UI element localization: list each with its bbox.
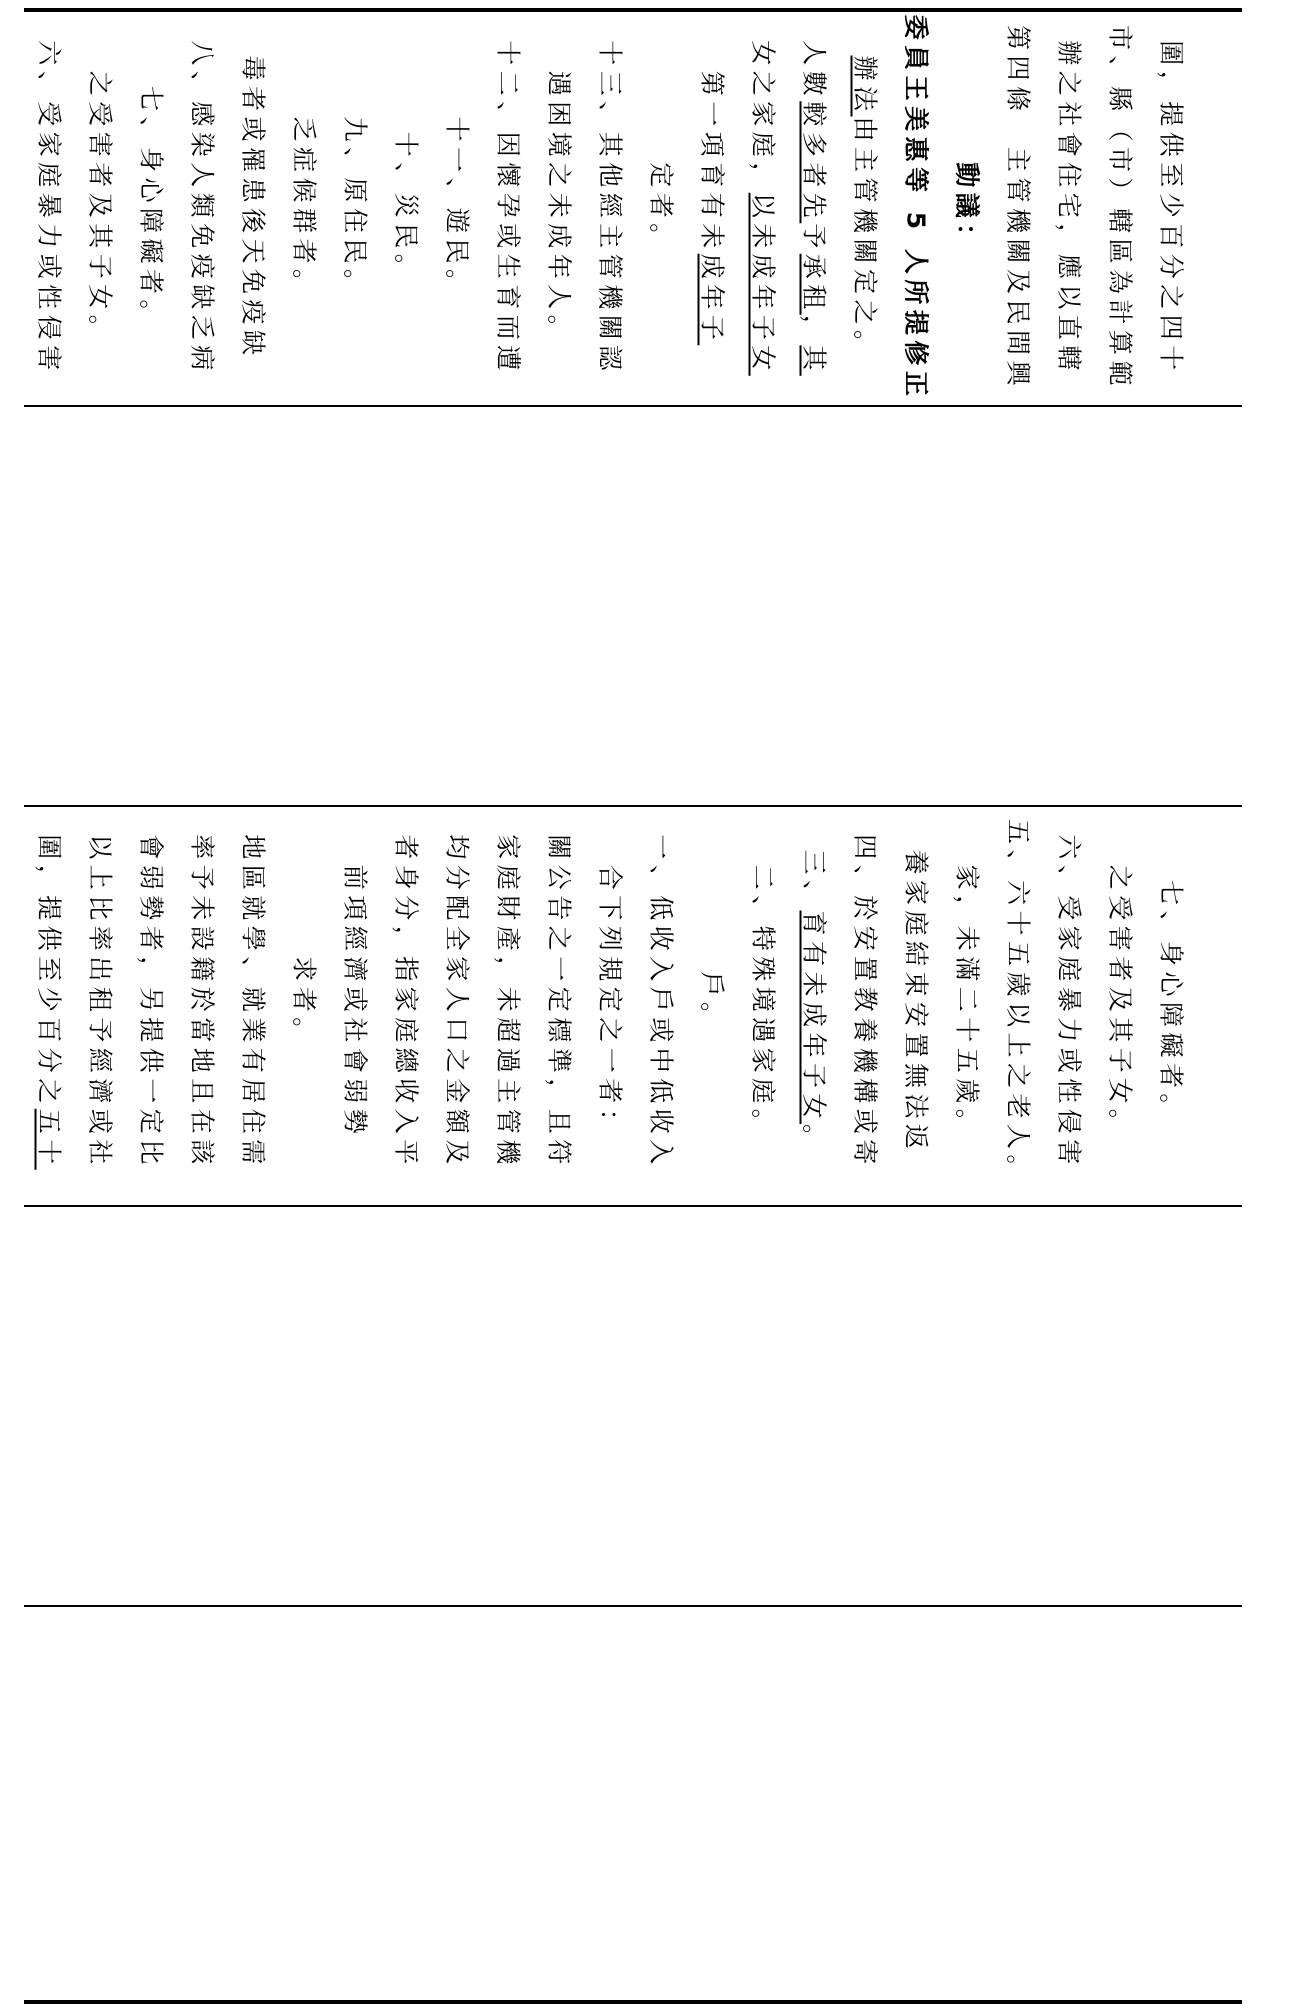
- underlined-text: 育有未成年子女: [799, 910, 829, 1125]
- motion-heading: 動議：: [952, 162, 982, 254]
- table-cell-lower: [24, 808, 1242, 1196]
- text-line: 五、六十五歲以上之老人。: [1003, 818, 1033, 1186]
- text-line: 六、受家庭暴力或性侵害: [1054, 834, 1084, 1170]
- row-separator: [24, 1205, 1242, 1207]
- top-rule: [24, 8, 1242, 12]
- text-line: 會弱勢者，另提供一定比: [136, 834, 166, 1170]
- text-line: 六、受家庭暴力或性侵害: [34, 40, 64, 376]
- text-line: 定者。: [646, 162, 676, 254]
- text-line: 市、縣（市）轄區為計算範: [1105, 24, 1135, 392]
- text-line: 養家庭結束安置無法返: [901, 849, 931, 1155]
- text-line: 家庭財產，未超過主管機: [493, 834, 523, 1170]
- text-line: 遇困境之未成年人。: [544, 70, 574, 346]
- text-line: 辦之社會住宅，應以直轄: [1054, 40, 1084, 376]
- text-line: 十、災民。: [391, 131, 421, 285]
- text-line: 地區就學、就業有居住需: [238, 834, 268, 1170]
- text-line: 圍，提供至少百分之五十: [34, 834, 64, 1170]
- bottom-rule: [24, 2000, 1242, 2004]
- underlined-text: 辦法: [850, 55, 880, 117]
- text-line: 率予未設籍於當地且在該: [187, 834, 217, 1170]
- text-line: 三、育有未成年子女。: [799, 849, 829, 1155]
- text-line: 乏症候群者。: [289, 116, 319, 300]
- underlined-text: 五十: [34, 1108, 64, 1170]
- text-line: 七、身心障礙者。: [1156, 879, 1186, 1125]
- underlined-text: 較多者先: [799, 101, 829, 224]
- text-line: 人數較多者先予承租，其: [799, 40, 829, 376]
- text-line: 均分配全家人口之金額及: [442, 834, 472, 1170]
- underlined-text: 其: [799, 345, 829, 376]
- text-line: 求者。: [289, 956, 319, 1048]
- text-line: 圍，提供至少百分之四十: [1156, 40, 1186, 376]
- text-line: 家，未滿二十五歲。: [952, 864, 982, 1140]
- text-line: 二、特殊境遇家庭。: [748, 864, 778, 1140]
- text-line: 關公告之一定標準，且符: [544, 834, 574, 1170]
- text-line: 十一、遊民。: [442, 116, 472, 300]
- text-line: 第一項育有未成年子: [697, 70, 727, 346]
- underlined-text: 承租: [799, 253, 829, 315]
- underlined-text: 成年子: [697, 253, 727, 346]
- text-line: 之受害者及其子女。: [85, 70, 115, 346]
- text-line: 之受害者及其子女。: [1105, 864, 1135, 1140]
- text-line: 一、低收入戶或中低收入: [646, 834, 676, 1170]
- row-separator: [24, 1605, 1242, 1607]
- text-line: 第四條 主管機關及民間興: [1003, 24, 1033, 392]
- text-line: 者身分，指家庭總收入平: [391, 834, 421, 1170]
- underlined-text: 以未成年子女: [748, 192, 778, 376]
- row-separator: [24, 405, 1242, 407]
- text-line: 以上比率出租予經濟或社: [85, 834, 115, 1170]
- motion-heading: 委員王美惠等 5 人所提修正: [901, 14, 931, 402]
- text-line: 合下列規定之一者：: [595, 864, 625, 1140]
- table-cell-upper: [24, 14, 1242, 402]
- text-line: 九、原住民。: [340, 116, 370, 300]
- text-line: 毒者或罹患後天免疫缺: [238, 55, 268, 361]
- row-separator: [24, 805, 1242, 807]
- text-line: 四、於安置教養機構或寄: [850, 834, 880, 1170]
- text-line: 十三、其他經主管機關認: [595, 40, 625, 376]
- text-line: 十二、因懷孕或生育而遭: [493, 40, 523, 376]
- text-line: 七、身心障礙者。: [136, 85, 166, 331]
- text-line: 辦法由主管機關定之。: [850, 55, 880, 361]
- text-line: 女之家庭，以未成年子女: [748, 40, 778, 376]
- text-line: 戶。: [697, 971, 727, 1033]
- text-line: 八、感染人類免疫缺乏病: [187, 40, 217, 376]
- text-line: 前項經濟或社會弱勢: [340, 864, 370, 1140]
